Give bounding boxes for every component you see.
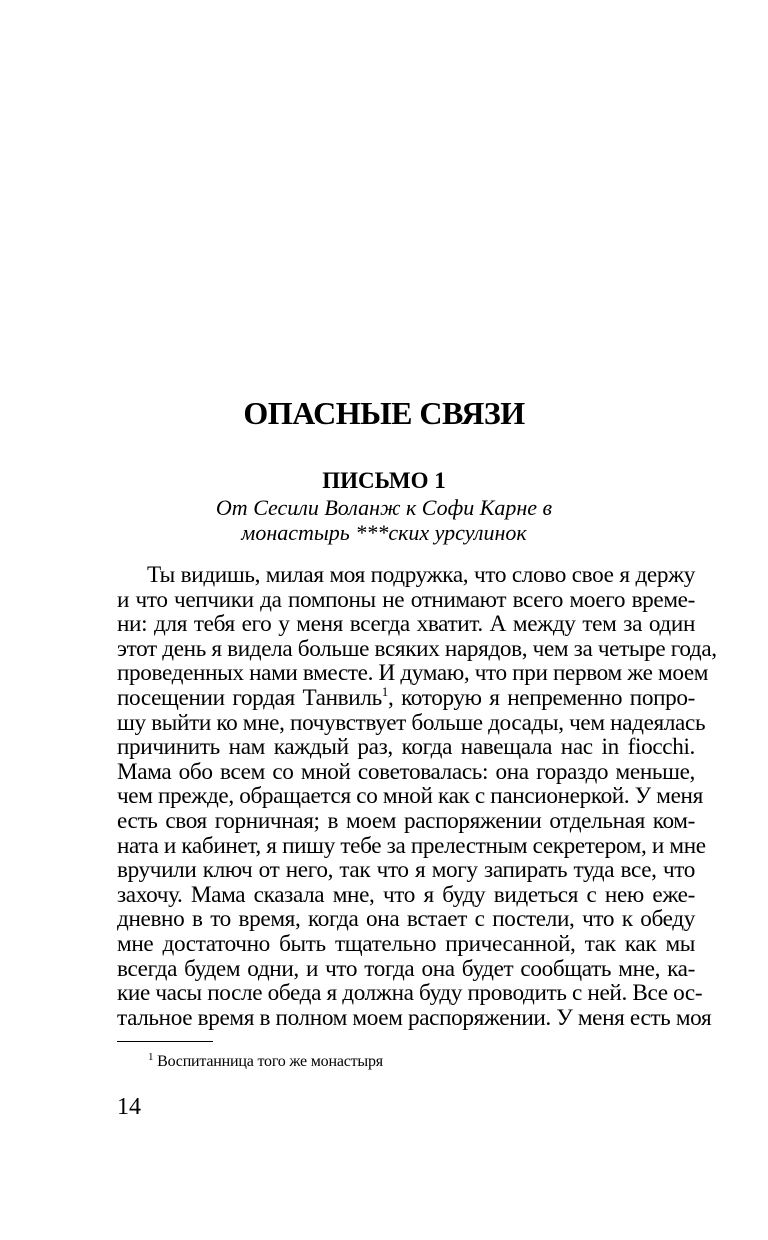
footnote-reference[interactable]: 1 bbox=[381, 683, 388, 699]
page-number: 14 bbox=[117, 1094, 141, 1120]
body-line-with-footnote: посещении гордая Танвиль$^1$, которую я непременно попро- bbox=[117, 683, 695, 711]
footnote-text: Воспитанница того же монастыря bbox=[157, 1053, 383, 1070]
body-line: кие часы после обеда я должна буду проводить с ней. Все ос- bbox=[117, 980, 703, 1007]
body-line: всегда будем одни, и что тогда она будет сообщать мне, ка- bbox=[117, 955, 695, 982]
letter-subtitle-line-1: От Сесили Воланж к Софи Карне в bbox=[215, 495, 553, 520]
footnote bbox=[148, 1052, 383, 1072]
footnote-mark: 1 bbox=[148, 1051, 154, 1063]
body-line: чем прежде, обращается со мной как с пансионеркой. У меня bbox=[117, 783, 703, 810]
body-line: этот день я видела больше всяких нарядов, чем за четыре года, bbox=[117, 635, 717, 662]
body-line: тальное время в полном моем распоряжении. У меня есть моя bbox=[117, 1004, 712, 1031]
body-line-part: посещении гордая Танвиль bbox=[117, 684, 382, 711]
body-line: Ты видишь, милая моя подружка, что слово свое я держу bbox=[147, 562, 695, 588]
body-line: Мама обо всем со мной советовалась: она гораздо меньше, bbox=[117, 758, 695, 785]
footnote-divider bbox=[117, 1041, 213, 1042]
body-line: есть своя горничная; в моем распоряжении отдельная ком- bbox=[117, 807, 695, 834]
body-line: захочу. Мама сказала мне, что я буду видеться с нею еже- bbox=[117, 881, 695, 908]
body-line: и что чепчики да помпоны не отнимают всего моего време- bbox=[117, 586, 695, 613]
body-line: ни: для тебя его у меня всегда хватит. А между тем за один bbox=[117, 611, 695, 638]
letter-subtitle-line-2: монастырь ***ских урсулинок bbox=[241, 520, 527, 545]
body-line: причинить нам каждый раз, когда навещала нас in fiocchi. bbox=[117, 734, 695, 761]
body-line-part: которую я непременно попро- bbox=[401, 684, 695, 711]
letter-number: ПИСЬМО 1 bbox=[322, 468, 446, 493]
body-line: вручили ключ от него, так что я могу запирать туда все, что bbox=[117, 857, 695, 884]
body-line: дневно в то время, когда она встает с постели, что к обеду bbox=[117, 906, 695, 933]
body-line: шу выйти ко мне, почувствует больше досады, чем надеялась bbox=[117, 709, 706, 736]
letter-body bbox=[117, 562, 717, 1031]
book-title: ОПАСНЫЕ СВЯЗИ bbox=[243, 395, 525, 431]
body-line: ната и кабинет, я пишу тебе за прелестным секретером, и мне bbox=[117, 832, 706, 859]
letter-heading bbox=[0, 467, 768, 545]
body-line: проведенных нами вместе. И думаю, что при первом же моем bbox=[117, 660, 709, 687]
body-line: мне достаточно быть тщательно причесанной, так как мы bbox=[117, 930, 695, 957]
